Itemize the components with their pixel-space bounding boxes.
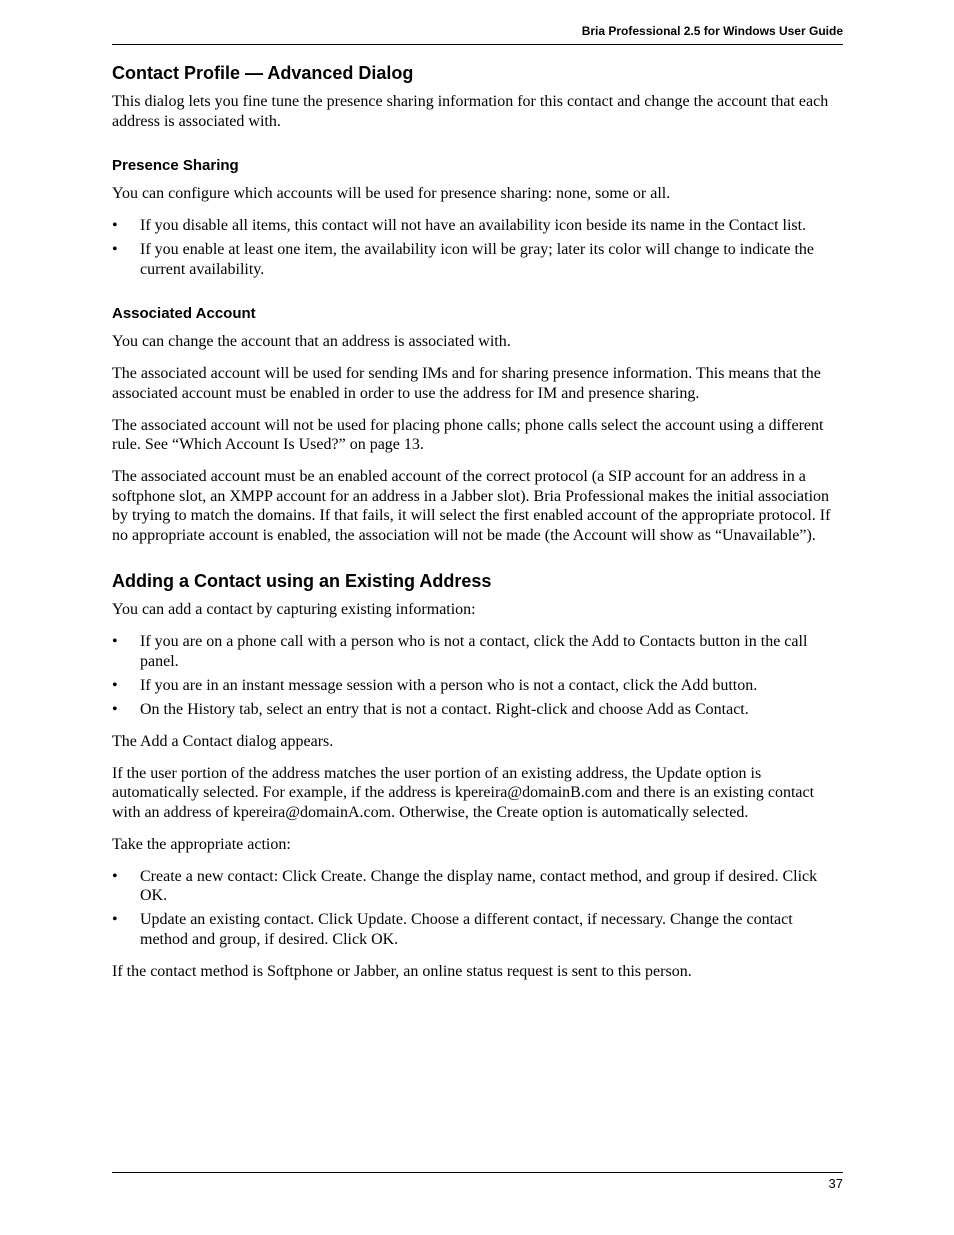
- list-item: • If you enable at least one item, the availability icon will be gray; later its color will change to indicate the current availability.: [112, 240, 843, 279]
- list-item: • On the History tab, select an entry that is not a contact. Right-click and choose Add as Contact.: [112, 700, 843, 720]
- page-number: 37: [828, 1176, 843, 1191]
- heading-contact-profile-advanced: Contact Profile — Advanced Dialog: [112, 63, 414, 83]
- paragraph: You can configure which accounts will be used for presence sharing: none, some or all.: [112, 185, 671, 202]
- heading-adding-contact: Adding a Contact using an Existing Address: [112, 571, 492, 591]
- list-item: • Create a new contact: Click Create. Change the display name, contact method, and group if desired. Click OK.: [112, 867, 843, 906]
- paragraph: If the contact method is Softphone or Jabber, an online status request is sent to this person.: [112, 962, 692, 980]
- bullet-list: [112, 216, 843, 279]
- bullet-list: [112, 632, 843, 719]
- footer-rule: [112, 1172, 843, 1173]
- header-rule: [112, 44, 843, 45]
- paragraph: Take the appropriate action:: [112, 835, 291, 853]
- heading-associated-account: Associated Account: [112, 305, 256, 322]
- page-content: [112, 62, 843, 994]
- paragraph: This dialog lets you fine tune the presence sharing information for this contact and change the account that each address is associated with.: [112, 93, 829, 130]
- paragraph: You can add a contact by capturing existing information:: [112, 601, 476, 618]
- paragraph: You can change the account that an address is associated with.: [112, 333, 511, 350]
- paragraph: The associated account will be used for sending IMs and for sharing presence information. This means that the associated account must be enabled in order to use the address for IM and presence sharing.: [112, 365, 821, 402]
- list-item: • If you are in an instant message session with a person who is not a contact, click the Add button.: [112, 676, 843, 696]
- paragraph: The associated account must be an enabled account of the correct protocol (a SIP account for an address in a softphone slot, an XMPP account for an address in a Jabber slot). Bria Professional makes the initial association by trying to match the domains. If that fails, it will select the first enabled account of the appropriate protocol. If no appropriate account is enabled, the association will not be made (the Account will show as “Unavailable”).: [112, 468, 831, 544]
- paragraph: The Add a Contact dialog appears.: [112, 732, 334, 750]
- list-item: • If you are on a phone call with a person who is not a contact, click the Add to Contacts button in the call panel.: [112, 632, 843, 671]
- list-item: • Update an existing contact. Click Update. Choose a different contact, if necessary. Change the contact method and group, if desired. Click OK.: [112, 910, 843, 949]
- list-item: • If you disable all items, this contact will not have an availability icon beside its name in the Contact list.: [112, 216, 843, 236]
- heading-presence-sharing: Presence Sharing: [112, 157, 239, 174]
- paragraph: If the user portion of the address matches the user portion of an existing address, the Update option is automatically selected. For example, if the address is kpereira@domainB.com and there is an existing contact with an address of kpereira@domainA.com. Otherwise, the Create option is automatically selected.: [112, 764, 815, 821]
- running-header: Bria Professional 2.5 for Windows User Guide: [581, 24, 843, 38]
- paragraph: The associated account will not be used for placing phone calls; phone calls select the account using a different rule. See “Which Account Is Used?” on page 13.: [112, 416, 824, 453]
- bullet-list: [112, 867, 843, 950]
